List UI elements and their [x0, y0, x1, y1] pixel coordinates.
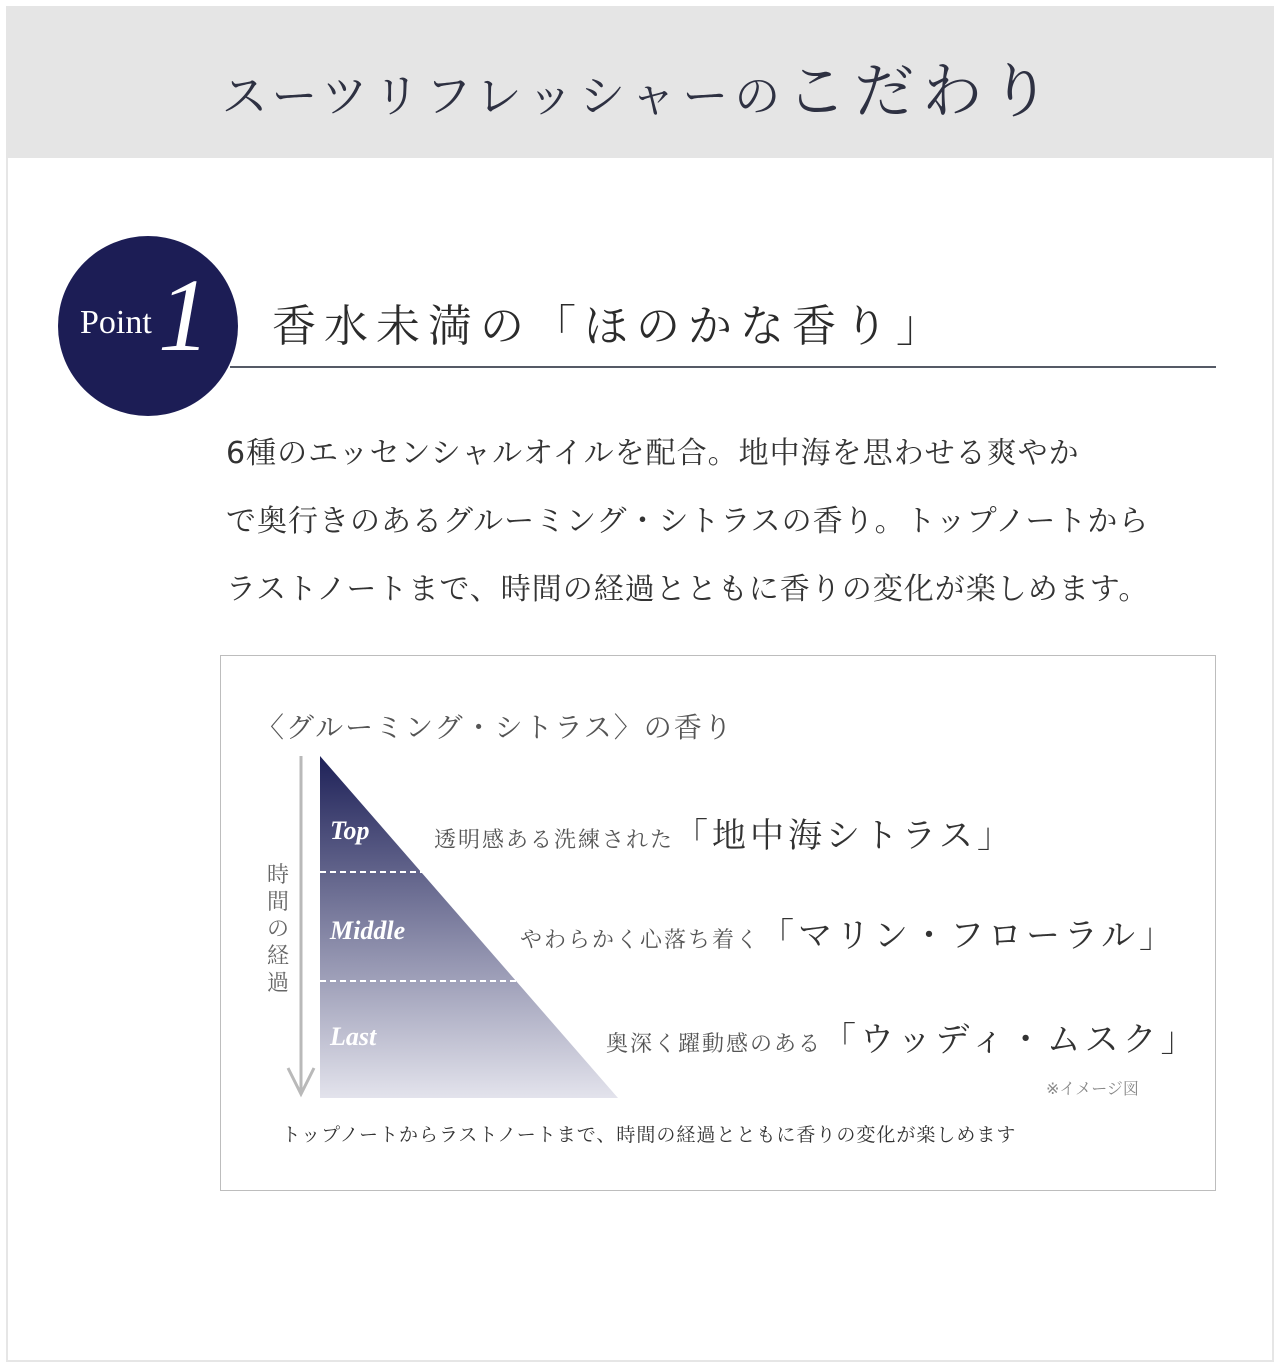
point-badge-label: Point — [80, 304, 152, 341]
diagram-caption: トップノートからラストノートまで、時間の経過とともに香りの変化が楽しめます — [281, 1124, 1017, 1146]
time-axis-char: 間 — [266, 890, 289, 915]
time-axis-char: の — [266, 917, 289, 942]
title-divider — [230, 366, 1216, 368]
stage-top-label: Top — [330, 816, 370, 845]
stage-middle-desc: やわらかく心落ち着く — [520, 928, 761, 953]
stage-middle-label: Middle — [330, 916, 406, 945]
stage-last-description — [606, 1012, 1199, 1061]
description-line: ラストノートまで、時間の経過とともに香りの変化が楽しめます。 — [226, 572, 1150, 607]
point-badge — [58, 236, 238, 416]
time-axis-char: 時 — [266, 863, 289, 888]
time-axis-char: 経 — [266, 944, 289, 969]
time-axis-label — [263, 862, 293, 997]
time-axis-char: 過 — [266, 971, 289, 996]
point-badge-number: 1 — [158, 258, 210, 373]
stage-top-note: 「地中海シトラス」 — [674, 816, 1015, 856]
stage-last-desc: 奥深く躍動感のある — [606, 1032, 823, 1057]
stage-last-note: 「ウッディ・ムスク」 — [822, 1020, 1199, 1060]
stage-middle-description — [520, 908, 1177, 957]
stage-middle-note: 「マリン・フローラル」 — [760, 916, 1177, 956]
image-note: ※イメージ図 — [1046, 1079, 1139, 1098]
description — [226, 420, 1226, 624]
point-title: 香水未満の「ほのかな香り」 — [272, 301, 948, 352]
page-title-main: スーツリフレッシャーの — [221, 69, 787, 123]
page-title-emphasis: こだわり — [786, 57, 1059, 127]
description-line: で奥行きのあるグルーミング・シトラスの香り。トップノートから — [226, 504, 1150, 539]
page-title — [0, 44, 1280, 130]
description-line: 6種のエッセンシャルオイルを配合。地中海を思わせる爽やか — [226, 436, 1080, 471]
diagram-title: 〈グルーミング・シトラス〉の香り — [256, 711, 734, 744]
stage-top-desc: 透明感ある洗練された — [434, 828, 675, 853]
stage-top-description — [434, 808, 1015, 857]
stage-last-label: Last — [330, 1022, 377, 1051]
